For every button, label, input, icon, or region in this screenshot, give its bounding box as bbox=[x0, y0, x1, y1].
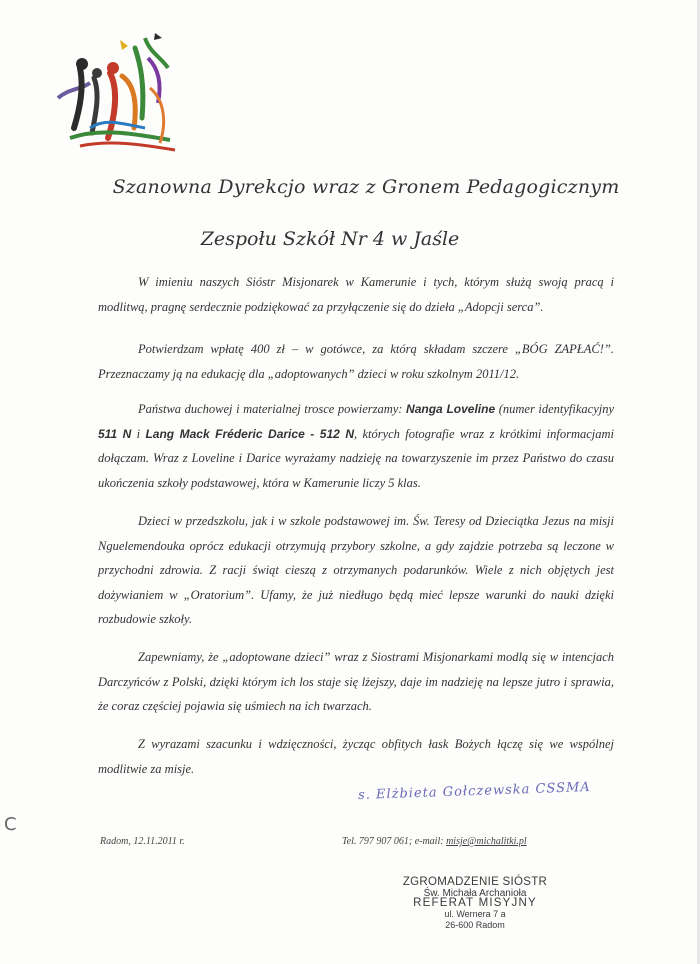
child-id-1: 511 N bbox=[98, 426, 132, 441]
paragraph-thanks bbox=[98, 270, 614, 319]
contact-info bbox=[342, 836, 527, 847]
organization-stamp bbox=[380, 877, 570, 931]
p3-text-c: i bbox=[131, 426, 146, 441]
margin-mark: C bbox=[4, 814, 17, 835]
paragraph-mission-school bbox=[98, 509, 614, 632]
p3-text-d: , których fotografie wraz z krótkimi informacjami dołączam. Wraz z Loveline i Darice wyrażamy nadzieję na towarzyszenie im przez Państwo do czasu ukończenia szkoły podstawowej, która w Kamerunie liczy 5 klas. bbox=[98, 426, 614, 490]
p3-text-b: (numer identyfikacyjny bbox=[495, 402, 615, 416]
p3-text-a: Państwa duchowej i materialnej trosce powierzamy: bbox=[138, 402, 407, 416]
contact-email-link[interactable]: misje@michalitki.pl bbox=[446, 836, 527, 847]
paragraph-prayers bbox=[98, 645, 614, 719]
child-name-2: Lang Mack Fréderic Darice - 512 N bbox=[145, 426, 354, 441]
salutation-line2: Zespołu Szkół Nr 4 w Jaśle bbox=[200, 228, 460, 250]
paragraph-closing-text: Z wyrazami szacunku i wdzięczności, życząc obfitych łask Bożych łączę się we wspólnej modlitwie za misje. bbox=[98, 737, 614, 776]
stamp-line2: Św. Michała Archanioła bbox=[423, 888, 527, 899]
handwritten-signature: s. Elżbieta Gołczewska CSSMA bbox=[357, 779, 591, 804]
stamp-line1: ZGROMADZENIE SIÓSTR bbox=[402, 876, 548, 888]
stamp-line5: 26-600 Radom bbox=[445, 920, 505, 930]
paragraph-payment-text: Potwierdzam wpłatę 400 zł – w gotówce, za którą składam szczere „BÓG ZAPŁAĆ!”. Przeznaczamy ją na edukację dla „adoptowanych” dzieci w roku szkolnym 2011/12. bbox=[98, 342, 614, 381]
paragraph-closing bbox=[98, 732, 614, 781]
paragraph-payment bbox=[98, 337, 614, 386]
child-name-1: Nanga Loveline bbox=[406, 402, 496, 416]
place-date: Radom, 12.11.2011 r. bbox=[100, 836, 185, 847]
paragraph-adopted-children bbox=[98, 397, 614, 495]
contact-phone: Tel. 797 907 061; e-mail: bbox=[342, 836, 447, 847]
mission-children-logo-icon bbox=[50, 28, 185, 163]
salutation-line1: Szanowna Dyrekcjo wraz z Gronem Pedagogicznym bbox=[112, 176, 620, 198]
paragraph-thanks-text: W imieniu naszych Sióstr Misjonarek w Kamerunie i tych, którym służą swoją pracą i modlitwą, pragnę serdecznie podziękować za przyłączenie się do dzieła „Adopcji serca”. bbox=[98, 275, 614, 314]
paragraph-prayers-text: Zapewniamy, że „adoptowane dzieci” wraz z Siostrami Misjonarkami modlą się w intencjach Darczyńców z Polski, dzięki którym ich los staje się lżejszy, daje im nadzieję na lepsze jutro i sprawia, że coraz częściej pojawia się uśmiech na ich twarzach. bbox=[98, 650, 614, 713]
paragraph-mission-school-text: Dzieci w przedszkolu, jak i w szkole podstawowej im. Św. Teresy od Dzieciątka Jezus na misji Nguelemendouka oprócz edukacji otrzymują przybory szkolne, a gdy zajdzie potrzeba są leczone w przychodni zdrowia. Z racji świąt cieszą z otrzymanych podarunków. Wiele z nich objętych jest dożywianiem w „Oratorium”. Ufamy, że już niedługo będą mieć lepsze warunki do nauki dzięki rozbudowie szkoły. bbox=[98, 514, 614, 626]
stamp-line4: ul. Wernera 7 a bbox=[444, 909, 506, 919]
stamp-line3: REFERAT MISYJNY bbox=[413, 897, 537, 909]
